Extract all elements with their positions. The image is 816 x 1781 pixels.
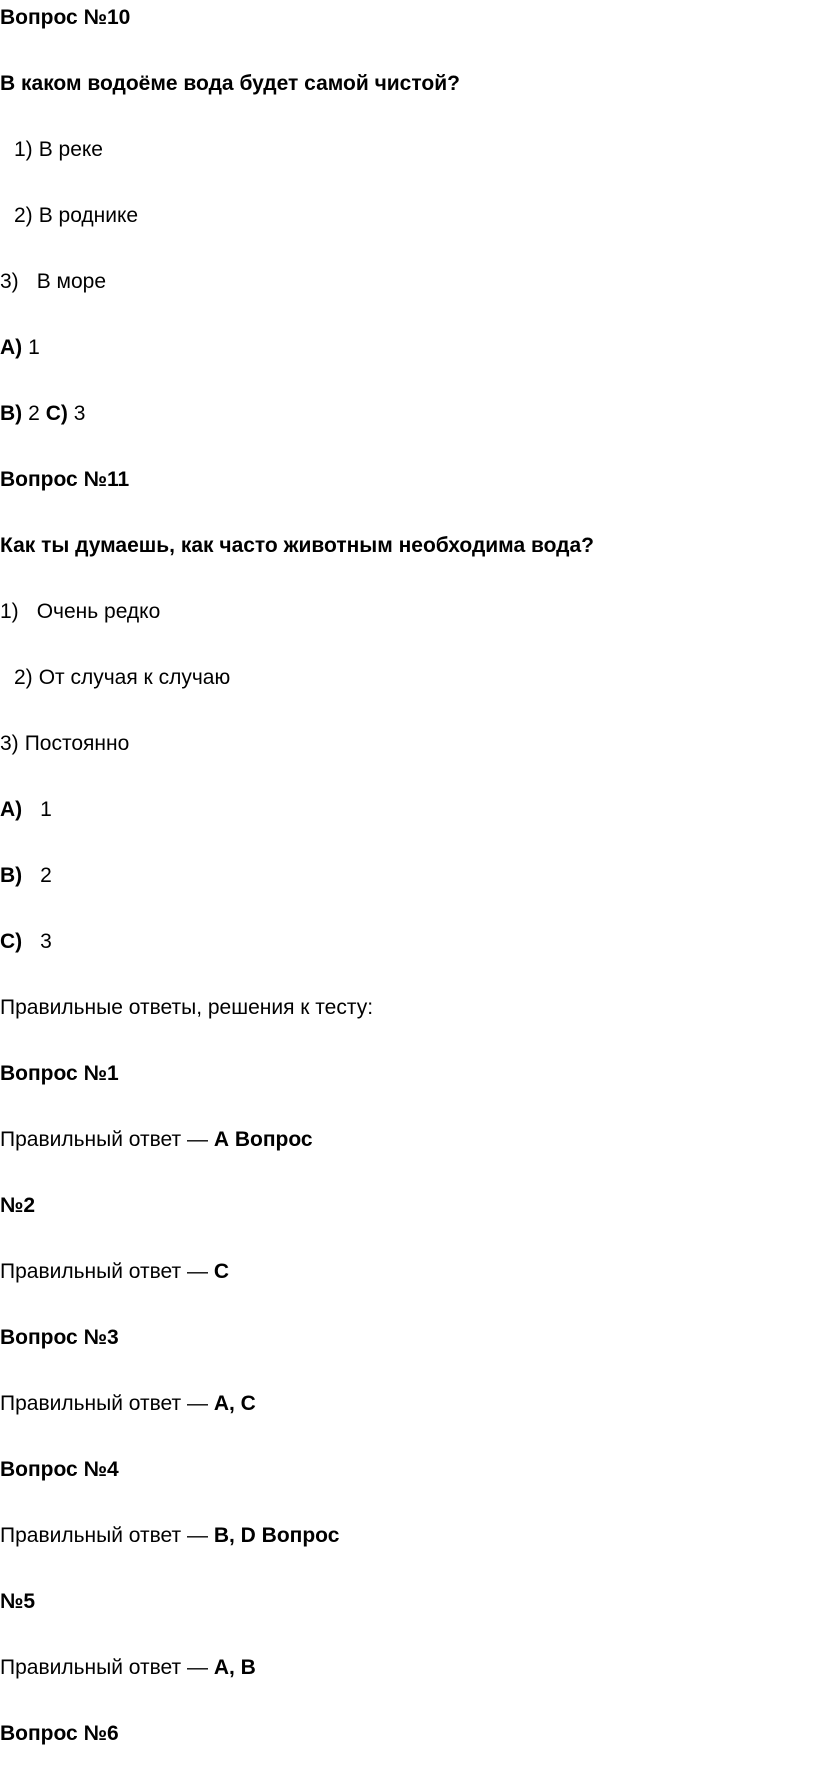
answer-1-title: Вопрос №1 xyxy=(0,1062,119,1085)
option-number: 1) xyxy=(0,600,19,623)
answer-5-line xyxy=(0,1656,256,1680)
answer-letter: A) xyxy=(0,336,23,359)
answer-value: 2 xyxy=(40,864,52,887)
answer-letter: B) xyxy=(0,864,23,887)
option-number: 2) xyxy=(14,666,33,689)
answer-4-title: Вопрос №4 xyxy=(0,1458,119,1481)
question-11-answer-a xyxy=(0,798,52,822)
answer-3-title: Вопрос №3 xyxy=(0,1326,119,1349)
question-10-title: Вопрос №10 xyxy=(0,6,131,29)
option-text: В реке xyxy=(38,138,103,161)
answer-value: A xyxy=(213,1128,229,1151)
answer-value: 1 xyxy=(40,798,52,821)
answer-1-line xyxy=(0,1128,313,1152)
answer-2-title: №2 xyxy=(0,1194,36,1217)
answer-6-title: Вопрос №6 xyxy=(0,1722,119,1745)
answer-prefix: Правильный ответ — xyxy=(0,1128,208,1151)
answer-prefix: Правильный ответ — xyxy=(0,1392,208,1415)
option-number: 1) xyxy=(14,138,33,161)
option-text: Очень редко xyxy=(36,600,161,623)
question-10-option-3 xyxy=(0,270,106,294)
option-text: В роднике xyxy=(38,204,139,227)
question-11-answer-b xyxy=(0,864,52,888)
answer-value: 1 xyxy=(28,336,40,359)
question-10-answer-bc xyxy=(0,402,85,426)
option-number: 2) xyxy=(14,204,33,227)
answer-prefix: Правильный ответ — xyxy=(0,1524,208,1547)
question-11-option-3 xyxy=(0,732,129,756)
answer-letter: A) xyxy=(0,798,23,821)
question-10-answer-a xyxy=(0,336,40,360)
answer-letter: B) xyxy=(0,402,23,425)
answer-letter: C) xyxy=(0,930,23,953)
option-text: В море xyxy=(36,270,107,293)
question-11-title: Вопрос №11 xyxy=(0,468,130,491)
option-text: От случая к случаю xyxy=(38,666,231,689)
answer-value: 3 xyxy=(73,402,86,425)
option-text: Постоянно xyxy=(24,732,130,755)
answer-2-line xyxy=(0,1260,229,1284)
answer-prefix: Правильный ответ — xyxy=(0,1260,208,1283)
answer-letter: C) xyxy=(45,402,68,425)
answer-value: 2 xyxy=(28,402,40,425)
answer-2-title-part: Вопрос xyxy=(234,1128,313,1151)
option-number: 3) xyxy=(0,732,19,755)
answer-3-line xyxy=(0,1392,256,1416)
question-11-answer-c xyxy=(0,930,52,954)
answer-4-line xyxy=(0,1524,339,1548)
answer-value: C xyxy=(213,1260,229,1283)
question-11-text: Как ты думаешь, как часто животным необходима вода? xyxy=(0,534,594,557)
answer-value: B, D xyxy=(213,1524,256,1547)
question-10-option-1 xyxy=(0,138,103,162)
answer-5-title-part: Вопрос xyxy=(261,1524,340,1547)
answer-prefix: Правильный ответ — xyxy=(0,1656,208,1679)
question-10-option-2 xyxy=(0,204,138,228)
answer-value: 3 xyxy=(40,930,52,953)
question-11-option-2 xyxy=(0,666,230,690)
option-number: 3) xyxy=(0,270,19,293)
answer-value: A, B xyxy=(213,1656,256,1679)
answer-value: A, C xyxy=(213,1392,256,1415)
answers-heading: Правильные ответы, решения к тесту: xyxy=(0,996,374,1019)
answer-5-title: №5 xyxy=(0,1590,36,1613)
question-10-text: В каком водоёме вода будет самой чистой? xyxy=(0,72,460,95)
question-11-option-1 xyxy=(0,600,160,624)
